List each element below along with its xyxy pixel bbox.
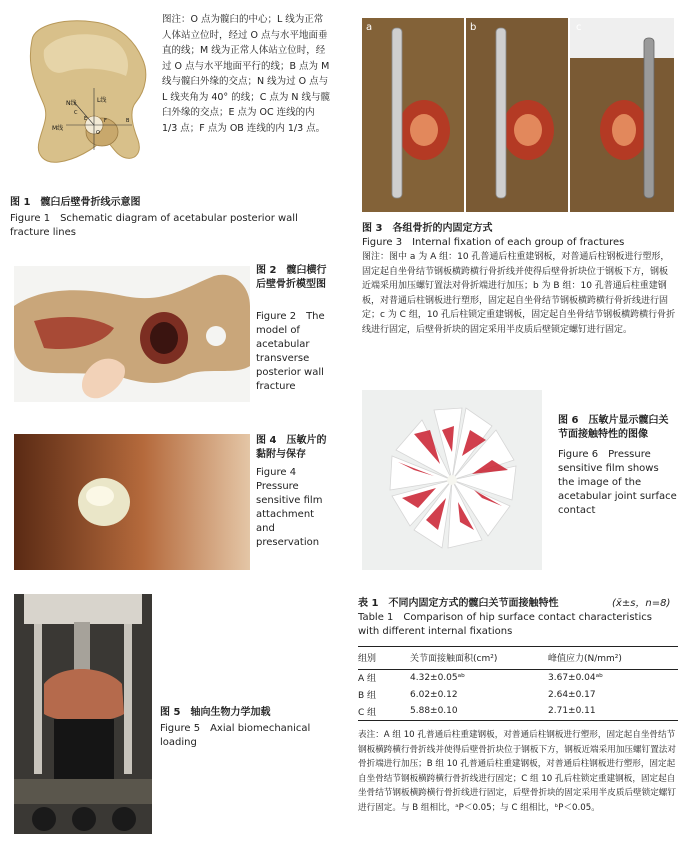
- label-F: F: [104, 118, 107, 124]
- figure2-image: [14, 266, 250, 402]
- table-cell: A 组: [358, 674, 377, 685]
- table-cell: B 组: [358, 691, 377, 701]
- label-M: M线: [52, 125, 64, 132]
- table-cell: C 组: [358, 707, 377, 718]
- table-row: [358, 686, 678, 703]
- label-N: N线: [66, 100, 77, 107]
- figure1-title-en: Figure 1 Schematic diagram of acetabular posterior wall fracture lines: [10, 213, 298, 238]
- figure3-label-a: a: [366, 22, 373, 33]
- figure5-image: [14, 594, 152, 834]
- label-B: B: [126, 118, 130, 124]
- table-row: [358, 703, 678, 720]
- figure4-title-cn: 图 4 压敏片的黏附与保存: [256, 435, 327, 460]
- figure1-image: [14, 10, 156, 170]
- figure3-label-c: c: [576, 22, 582, 33]
- figure3-title-en: Figure 3 Internal fixation of each group of fractures: [362, 237, 625, 248]
- label-C: C: [74, 110, 78, 116]
- table1-title-en: Table 1 Comparison of hip surface contact characteristics with different internal fixations: [358, 612, 652, 637]
- label-L: L线: [97, 97, 107, 104]
- figure6-image: [362, 390, 542, 570]
- figure2-title-cn: 图 2 髋臼横行后壁骨折模型图: [256, 265, 327, 290]
- table1-title-cn: 表 1 不同内固定方式的髋臼关节面接触特性: [358, 598, 559, 609]
- table1-note: 表注：A 组 10 孔普通后柱重建钢板，对普通后柱钢板进行塑形，固定起自坐骨结节钢板横跨横行骨折线并使得后壁骨折块位于钢板下方，钢板近端采用加压螺钉置法对骨折端进行加压；B 组 10 孔普通后柱重建钢板，对普通后柱钢板进行塑形，固定起自坐骨结节钢板横跨横行骨折线进行固定；C 组 10 孔后柱锁定重建钢板，固定起自坐骨结节钢板横跨横行骨折线进行固定，后壁骨折块的固定采用半皮质后壁锁定螺钉进行固定。与 B 组相比，ᵃP＜0.05；与 C 组相比，ᵇP＜0.05。: [358, 730, 676, 813]
- figure4-image: [14, 434, 250, 570]
- table1-header-stress: 峰值应力(N/mm²): [548, 654, 622, 665]
- figure4-title-en: Figure 4 Pressure sensitive film attachment and preservation: [256, 467, 323, 548]
- table-cell: 3.67±0.04ᵃᵇ: [548, 672, 603, 683]
- figure1-note: 图注：O 点为髋臼的中心；L 线为正常人体站立位时，经过 O 点与水平地面垂直的线；M 线为正常人体站立位时，经过 O 点与水平地面平行的线；B 点为 M 线与髋臼外缘的交点；N 线为过 O 点与 L 线夹角为 40° 的线；C 点为 N 线与髋臼外缘的交点；E 点为 OC 连线的内 1/3 点；F 点为 OB 连线的内 1/3 点。: [162, 14, 330, 134]
- table-cell: 5.88±0.10: [410, 706, 458, 717]
- figure1-title-cn: 图 1 髋臼后壁骨折线示意图: [10, 197, 141, 208]
- figure3-panel-a: [362, 18, 464, 212]
- figure6-title-cn: 图 6 压敏片显示髋臼关节面接触特性的图像: [558, 415, 669, 440]
- figure2-title-en: Figure 2 The model of acetabular transverse posterior wall fracture: [256, 311, 325, 392]
- table-cell: 2.64±0.17: [548, 689, 596, 700]
- figure6-title-en: Figure 6 Pressure sensitive film shows the image of the acetabular joint surface contact: [558, 449, 677, 516]
- table1-stat: (x̄±s，n=8): [612, 598, 671, 609]
- figure3-label-b: b: [470, 22, 477, 33]
- table1: [358, 646, 678, 721]
- figure5-title-cn: 图 5 轴向生物力学加载: [160, 707, 271, 718]
- figure3-panel-c: [570, 18, 674, 212]
- figure5-title-en: Figure 5 Axial biomechanical loading: [160, 723, 311, 748]
- table-cell: 6.02±0.12: [410, 689, 458, 700]
- table-cell: 2.71±0.11: [548, 706, 596, 717]
- label-E: E: [84, 116, 88, 122]
- table1-header-area: 关节面接触面积(cm²): [410, 654, 498, 665]
- figure3-title-cn: 图 3 各组骨折的内固定方式: [362, 223, 493, 234]
- figure3-note: 图注：图中 a 为 A 组：10 孔普通后柱重建钢板，对普通后柱钢板进行塑形，固定起自坐骨结节钢板横跨横行骨折线并使得后壁骨折块位于钢板下方，钢板近端采用加压螺钉置法对骨折端进行加压；b 为 B 组：10 孔普通后柱重建钢板，对普通后柱钢板进行塑形，固定起自坐骨结节钢板横跨横行骨折线进行固定；c 为 C 组，10 孔后柱锁定重建钢板，固定起自坐骨结节钢板横跨横行骨折线进行固定，后壁骨折块的固定采用半皮质后壁锁定螺钉进行固定。: [362, 252, 676, 335]
- table1-header-group: 组别: [358, 654, 377, 665]
- table-row: [358, 669, 678, 686]
- label-O: O: [96, 130, 100, 136]
- table-cell: 4.32±0.05ᵃᵇ: [410, 672, 465, 683]
- figure3-panel-b: [466, 18, 568, 212]
